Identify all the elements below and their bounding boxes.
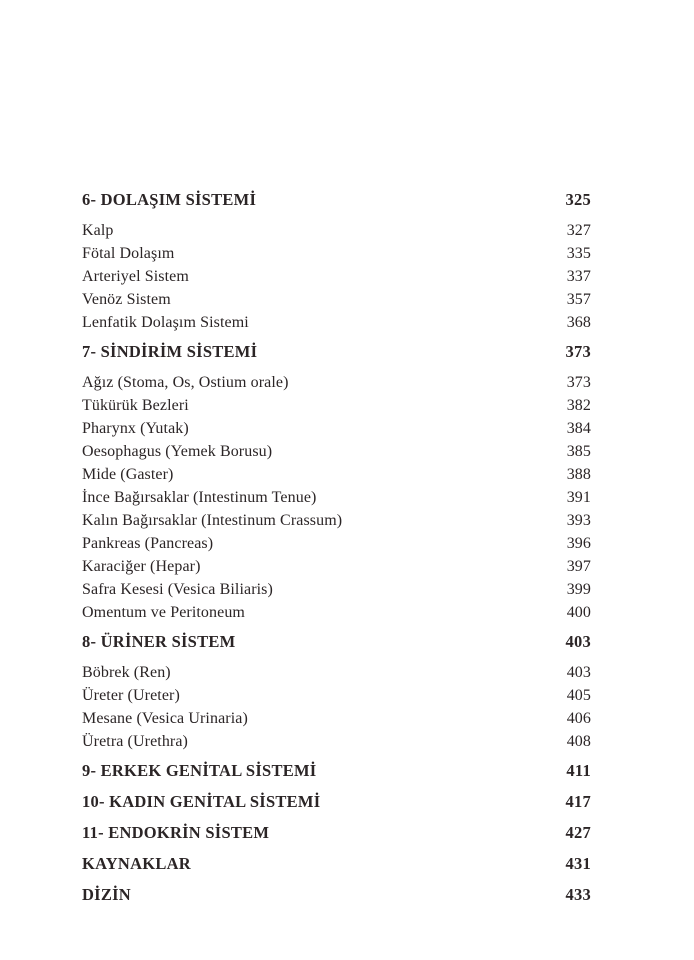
toc-item-row <box>82 219 591 242</box>
toc-item-row <box>82 463 591 486</box>
toc-entry-label: Böbrek (Ren) <box>82 664 171 681</box>
toc-entry-label: Fötal Dolaşım <box>82 245 175 262</box>
toc-entry-page-number: 406 <box>566 710 591 727</box>
toc-item-row <box>82 509 591 532</box>
toc-entry-page-number: 408 <box>566 733 591 750</box>
toc-section-row <box>82 790 591 813</box>
toc-item-row <box>82 661 591 684</box>
toc-entry-page-number: 373 <box>566 374 591 391</box>
toc-entry-page-number: 433 <box>565 885 591 904</box>
toc-entry-label: Safra Kesesi (Vesica Biliaris) <box>82 581 273 598</box>
toc-section-row <box>82 852 591 875</box>
toc-section-row <box>82 188 591 211</box>
toc-entry-page-number: 400 <box>566 604 591 621</box>
toc-section-row <box>82 340 591 363</box>
toc-item-row <box>82 486 591 509</box>
toc-entry-page-number: 403 <box>565 632 591 651</box>
toc-entry-label: Omentum ve Peritoneum <box>82 604 245 621</box>
toc-entry-page-number: 405 <box>566 687 591 704</box>
toc-entry-label: Oesophagus (Yemek Borusu) <box>82 443 273 460</box>
toc-entry-page-number: 431 <box>565 854 591 873</box>
toc-entry-label: Mesane (Vesica Urinaria) <box>82 710 248 727</box>
toc-entry-label: Tükürük Bezleri <box>82 397 189 414</box>
toc-section-row <box>82 759 591 782</box>
toc-item-row <box>82 684 591 707</box>
toc-entry-label: Mide (Gaster) <box>82 466 174 483</box>
toc-entry-page-number: 417 <box>565 792 591 811</box>
toc-entry-label: Karaciğer (Hepar) <box>82 558 201 575</box>
toc-entry-page-number: 382 <box>566 397 591 414</box>
toc-section-row <box>82 821 591 844</box>
toc-item-row <box>82 242 591 265</box>
toc-entry-page-number: 385 <box>566 443 591 460</box>
toc-entry-label: 6- DOLAŞIM SİSTEMİ <box>82 190 257 209</box>
toc-entry-label: 10- KADIN GENİTAL SİSTEMİ <box>82 792 321 811</box>
toc-entry-label: Ağız (Stoma, Os, Ostium orale) <box>82 374 289 391</box>
toc-entry-page-number: 399 <box>566 581 591 598</box>
table-of-contents <box>82 182 591 914</box>
toc-entry-page-number: 335 <box>566 245 591 262</box>
toc-entry-page-number: 403 <box>566 664 591 681</box>
toc-entry-page-number: 337 <box>566 268 591 285</box>
toc-entry-page-number: 325 <box>565 190 591 209</box>
toc-item-row <box>82 394 591 417</box>
toc-item-row <box>82 578 591 601</box>
toc-entry-label: Venöz Sistem <box>82 291 171 308</box>
toc-entry-label: Pharynx (Yutak) <box>82 420 189 437</box>
toc-item-row <box>82 601 591 624</box>
toc-entry-page-number: 393 <box>566 512 591 529</box>
toc-entry-label: Üreter (Ureter) <box>82 687 180 704</box>
toc-item-row <box>82 288 591 311</box>
toc-item-row <box>82 311 591 334</box>
toc-entry-label: Arteriyel Sistem <box>82 268 189 285</box>
toc-item-row <box>82 265 591 288</box>
toc-item-row <box>82 707 591 730</box>
toc-item-row <box>82 730 591 753</box>
toc-entry-label: DİZİN <box>82 885 131 904</box>
toc-item-row <box>82 555 591 578</box>
toc-section-row <box>82 883 591 906</box>
toc-entry-label: Lenfatik Dolaşım Sistemi <box>82 314 249 331</box>
toc-entry-page-number: 427 <box>565 823 591 842</box>
toc-entry-page-number: 391 <box>566 489 591 506</box>
toc-item-row <box>82 440 591 463</box>
toc-entry-page-number: 388 <box>566 466 591 483</box>
toc-entry-label: 11- ENDOKRİN SİSTEM <box>82 823 270 842</box>
toc-entry-page-number: 397 <box>566 558 591 575</box>
toc-entry-label: KAYNAKLAR <box>82 854 191 873</box>
toc-entry-label: Kalın Bağırsaklar (Intestinum Crassum) <box>82 512 343 529</box>
toc-entry-page-number: 396 <box>566 535 591 552</box>
toc-entry-page-number: 357 <box>566 291 591 308</box>
toc-entry-page-number: 327 <box>566 222 591 239</box>
toc-item-row <box>82 371 591 394</box>
toc-entry-label: İnce Bağırsaklar (Intestinum Tenue) <box>82 489 317 506</box>
toc-entry-label: 8- ÜRİNER SİSTEM <box>82 632 236 651</box>
toc-entry-page-number: 373 <box>565 342 591 361</box>
toc-entry-label: 9- ERKEK GENİTAL SİSTEMİ <box>82 761 317 780</box>
toc-entry-label: 7- SİNDİRİM SİSTEMİ <box>82 342 258 361</box>
toc-entry-label: Üretra (Urethra) <box>82 733 188 750</box>
toc-entry-label: Kalp <box>82 222 114 239</box>
toc-entry-page-number: 384 <box>566 420 591 437</box>
toc-section-row <box>82 630 591 653</box>
toc-entry-page-number: 411 <box>566 761 591 780</box>
toc-entry-label: Pankreas (Pancreas) <box>82 535 214 552</box>
toc-item-row <box>82 532 591 555</box>
toc-entry-page-number: 368 <box>566 314 591 331</box>
toc-item-row <box>82 417 591 440</box>
